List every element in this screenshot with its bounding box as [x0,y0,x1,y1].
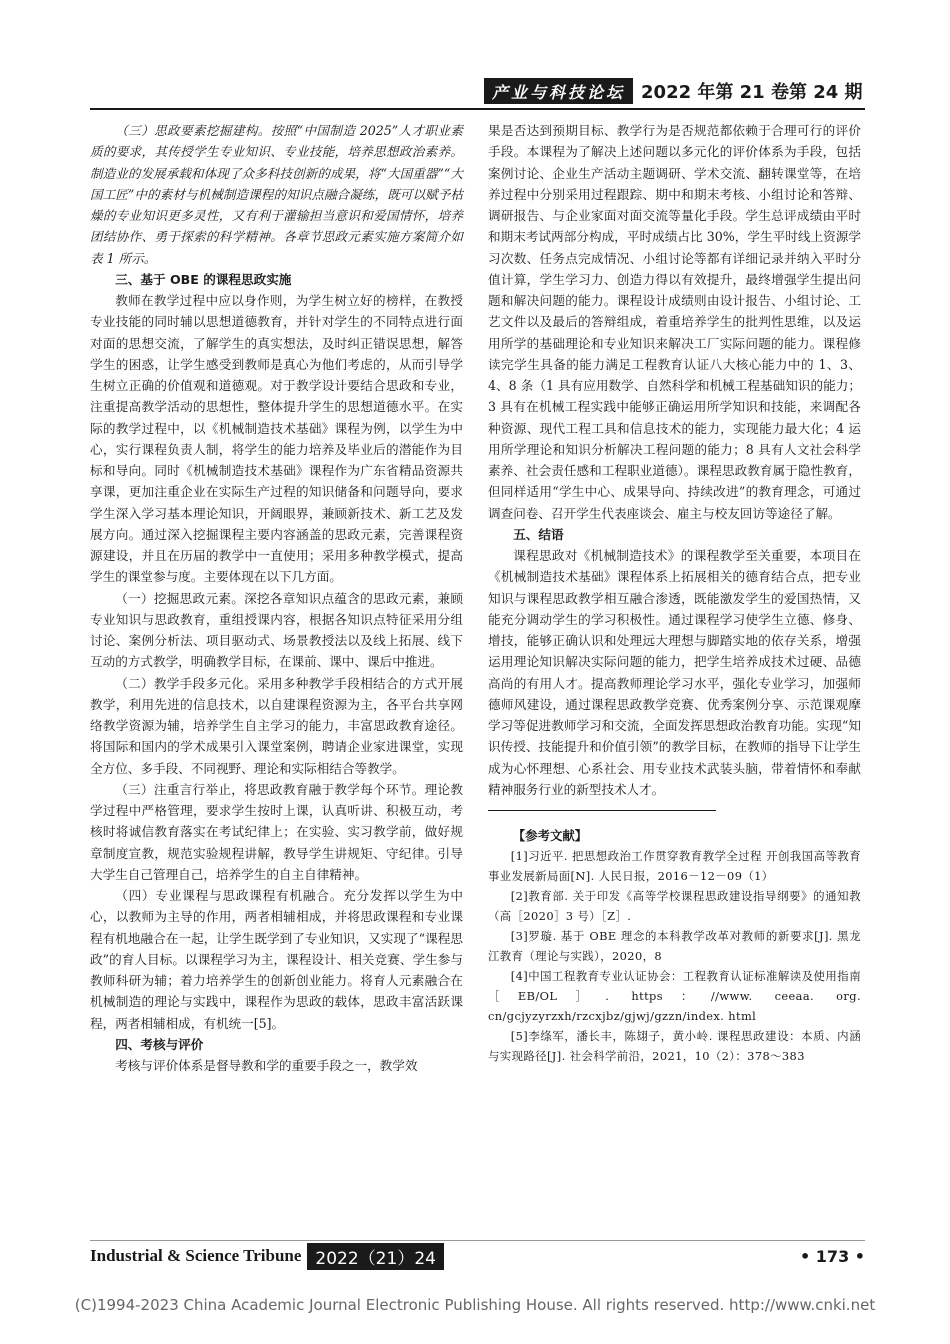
paragraph-conclusion: 课程思政对《机械制造技术》的课程教学至关重要，本项目在《机械制造技术基础》课程体系上拓展相关的德育结合点，把专业知识与课程思政教学相互融合渗透，既能激发学生的爱国热情，又能充分调动学生的学习积极性。通过课程学习使学生立德、修身、增技，能够正确认识和处理远大理想与脚踏实地的依存关系，增强运用理论知识解决实际问题的能力，把学生培养成技术过硬、品德高尚的有用人才。提高教师理论学习水平，强化专业学习，加强师德师风建设，通过课程思政教学竞赛、优秀案例分享、示范课观摩学习等促进教师学习和交流，全面发挥思想政治教育功能。实现“知识传授、技能提升和价值引领”的教学目标，在教师的指导下让学生成为心怀理想、心系社会、用专业技术武装头脑，带着情怀和奉献精神服务行业的新型技术人才。 [488,548,861,797]
section-heading-5: 五、结语 [513,526,564,542]
reference-item: [2]教育部. 关于印发《高等学校课程思政建设指导纲要》的通知教（高［2020］3 号）［Z］. [488,889,861,924]
paragraph-item-1: （一）挖掘思政元素。深挖各章知识点蕴含的思政元素，兼顾专业知识与思政教育，重组授课内容，根据各知识点特征采用分组讨论、案例分析法、项目驱动式、场景教授法以及线上拓展、线下互动的方式教学，明确教学目标，在课前、课中、课后中推进。 [90,590,463,670]
paragraph: 教师在教学过程中应以身作则，为学生树立好的榜样，在教授专业技能的同时辅以思想道德教育，并针对学生的不同特点进行面对面的思想交流，了解学生的真实想法，及时纠正错误思想，解答学生的困惑，让学生感受到教师是真心为他们考虑的，从而引导学生树立正确的价值观和道德观。对于教学设计要结合思政和专业，注重提高教学活动的思想性，整体提升学生的思想道德水平。在实际的教学过程中，以《机械制造技术基础》课程为例，以学生为中心，实行课程负责人制，将学生的能力培养及毕业后的潜能作为目标和导向。同时《机械制造技术基础》课程作为广东省精品资源共享课，更加注重企业在实际生产过程的知识储备和问题导向，要求学生深入学习基本理论知识，开阔眼界，兼顾新技术、新工艺及发展方向。通过深入挖掘课程主要内容涵盖的思政元素，完善课程资源建设，并且在历届的教学中一直使用；采用多种教学模式，提高学生的课堂参与度。主要体现在以下几方面。 [90,293,463,585]
running-header [484,78,864,104]
paragraph-item-3: （三）注重言行举止，将思政教育融于教学每个环节。理论教学过程中严格管理，要求学生按时上课，认真听讲、积极互动，考核时将诚信教育落实在考试纪律上；在实验、实习教学前，做好规章制度宣教，规范实验规程讲解，教导学生讲规矩、守纪律。引导大学生自己管理自己，培养学生的自主自律精神。 [90,781,463,882]
copyright-notice: (C)1994-2023 China Academic Journal Electronic Publishing House. All rights reserved. http://www.cnki.net [74,1296,876,1314]
paragraph-subsection-3: （三）思政要素挖掘建构。按照“中国制造 2025”人才职业素质的要求，其传授学生专业知识、专业技能，培养思想政治素养。制造业的发展承载和体现了众多科技创新的成果，将“大国重器”“大国工匠”中的素材与机械制造课程的知识点融合凝练，既可以赋予枯燥的专业知识更多灵性，又有利于灌输担当意识和爱国情怀，培养团结协作、勇于探索的科学精神。各章节思政元素实施方案简介如表 1 所示。 [90,123,463,266]
references-title: 【参考文献】 [512,828,588,843]
paragraph-item-4: （四）专业课程与思政课程有机融合。充分发挥以学生为中心，以教师为主导的作用，两者相辅相成，并将思政课程和专业课程有机地融合在一起，让学生既学到了专业知识，又实现了“课程思政”的育人目标。以课程学习为主，课程设计、相关竞赛、学生参与教师科研为辅；着力培养学生的创新创业能力。将育人元素融合在机械制造的理论与实践中，课程作为思政的载体，思政丰富活跃课程，两者相辅相成，有机统一[5]。 [90,888,463,1031]
paragraph-continued: 果是否达到预期目标、教学行为是否规范都依赖于合理可行的评价手段。本课程为了解决上述问题以多元化的评价体系为手段，包括案例讨论、企业生产活动主题调研、学术交流、翻转课堂等，在培养过程中分别采用过程跟踪、期中和期末考核、小组讨论和答辩、调研报告、与企业家面对面交流等量化手段。学生总评成绩由平时和期末考试两部分构成，平时成绩占比 30%，学生平时线上资源学习次数、任务点完成情况、小组讨论等都有详细记录并纳入平时分值计算，学生学习力、创造力得以有效提升，最终增强学生提出问题和解决问题的能力。课程设计成绩则由设计报告、小组讨论、工艺文件以及最后的答辩组成，着重培养学生的批判性思维，以及运用所学的基础理论和专业知识来解决工厂实际问题的能力。课程修读完学生具备的能力满足工程教育认证八大核心能力中的 1、3、4、8 条（1 具有应用数学、自然科学和机械工程基础知识的能力；3 具有在机械工程实践中能够正确运用所学知识和技能，来调配各种资源、现代工程工具和信息技术的能力，实现能力最大化；4 运用所学理论和知识分析解决工程问题的能力；8 具有人文社会科学素养、社会责任感和工程职业道德）。课程思政教育属于隐性教育，但同样适用“学生中心、成果导向、持续改进”的教育理念，可通过调查问卷、召开学生代表座谈会、雇主与校友回访等途径了解。 [488,123,861,521]
page-footer [90,1240,865,1271]
section-heading-3: 三、基于 OBE 的课程思政实施 [115,271,292,287]
reference-item: [1]习近平. 把思想政治工作贯穿教育教学全过程 开创我国高等教育事业发展新局面[N]. 人民日报，2016－12－09（1） [488,849,861,884]
section-heading-4: 四、考核与评价 [115,1036,204,1052]
issue-label: 2022 年第 21 卷第 24 期 [641,82,863,103]
paragraph-item-2: （二）教学手段多元化。采用多种教学手段相结合的方式开展教学，利用先进的信息技术，以自建课程资源为主，各平台共享网络教学资源为辅，培养学生自主学习的能力，丰富思政教育途径。将国际和国内的学术成果引入课堂案例，聘请企业家进课堂，实现全方位、多手段、不同视野、理论和实际相结合等教学。 [90,675,463,776]
page-number: • 173 • [800,1246,865,1266]
reference-item: [4]中国工程教育专业认证协会：工程教育认证标准解读及使用指南［EB/OL］. https：//www. ceeaa. org. cn/gcjyzyrzxh/rzcxjbz/gjwj/gzzn/index. html [488,969,861,1024]
footer-journal-name: Industrial & Science Tribune [90,1246,302,1265]
journal-name: 产业与科技论坛 [484,78,633,104]
header-rule [90,108,865,110]
reference-item: [3]罗璇. 基于 OBE 理念的本科教学改革对教师的新要求[J]. 黑龙江教育（理论与实践），2020，8 [488,929,861,964]
left-column [90,120,463,1076]
reference-item: [5]李绦军，潘长丰，陈翃子，黄小岭. 课程思政建设：本质、内涵与实现路径[J]. 社会科学前沿，2021，10（2）：378～383 [488,1029,861,1064]
footer-issue: 2022（21）24 [307,1243,444,1270]
paragraph: 考核与评价体系是督导教和学的重要手段之一，教学效 [115,1058,418,1073]
right-column [488,120,861,1066]
references-rule [488,810,716,811]
